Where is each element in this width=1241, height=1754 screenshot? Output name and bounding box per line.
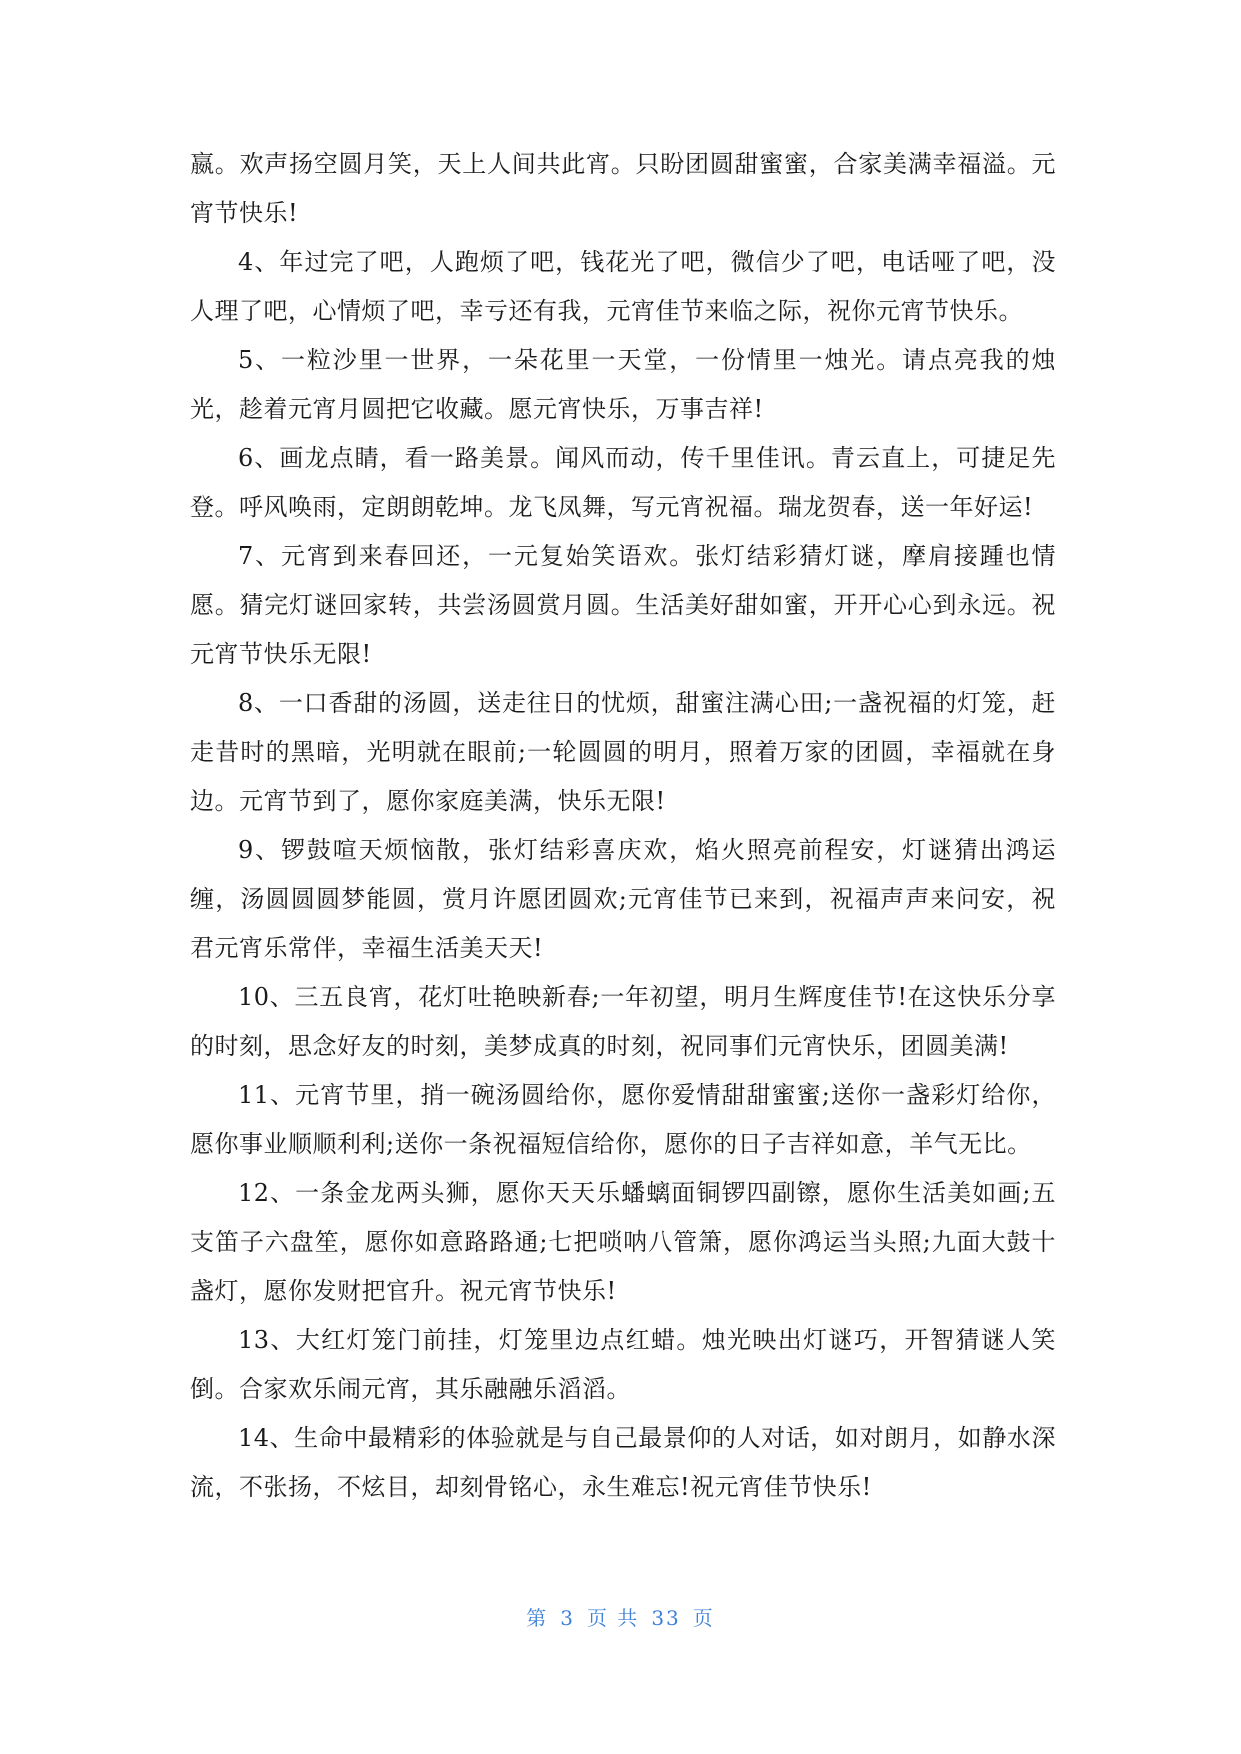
page-footer xyxy=(0,1602,1241,1631)
footer-label-page: 第 xyxy=(526,1606,549,1630)
footer-label-of: 页 共 xyxy=(586,1606,640,1630)
paragraph-item-6: 6、画龙点睛，看一路美景。闻风而动，传千里佳讯。青云直上，可捷足先登。呼风唤雨，定朗朗乾坤。龙飞凤舞，写元宵祝福。瑞龙贺春，送一年好运! xyxy=(190,444,1056,521)
paragraph-item-10: 10、三五良宵，花灯吐艳映新春;一年初望，明月生辉度佳节!在这快乐分享的时刻，思念好友的时刻，美梦成真的时刻，祝同事们元宵快乐，团圆美满! xyxy=(190,983,1056,1060)
footer-label-pages: 页 xyxy=(692,1606,715,1630)
paragraph-item-11: 11、元宵节里，捎一碗汤圆给你，愿你爱情甜甜蜜蜜;送你一盏彩灯给你，愿你事业顺顺利利;送你一条祝福短信给你，愿你的日子吉祥如意，羊气无比。 xyxy=(190,1081,1056,1158)
paragraph-item-13: 13、大红灯笼门前挂，灯笼里边点红蜡。烛光映出灯谜巧，开智猜谜人笑倒。合家欢乐闹元宵，其乐融融乐滔滔。 xyxy=(190,1326,1056,1403)
paragraph-continuation: 嬴。欢声扬空圆月笑，天上人间共此宵。只盼团圆甜蜜蜜，合家美满幸福溢。元宵节快乐! xyxy=(190,150,1056,227)
paragraph-item-7: 7、元宵到来春回还，一元复始笑语欢。张灯结彩猜灯谜，摩肩接踵也情愿。猜完灯谜回家转，共尝汤圆赏月圆。生活美好甜如蜜，开开心心到永远。祝元宵节快乐无限! xyxy=(190,542,1056,668)
paragraph-item-12: 12、一条金龙两头狮，愿你天天乐蟠螭面铜锣四副镲，愿你生活美如画;五支笛子六盘笙，愿你如意路路通;七把唢呐八管箫，愿你鸿运当头照;九面大鼓十盏灯，愿你发财把官升。祝元宵节快乐! xyxy=(190,1179,1056,1305)
total-page-count: 33 xyxy=(651,1606,681,1630)
paragraph-item-14: 14、生命中最精彩的体验就是与自己最景仰的人对话，如对朗月，如静水深流，不张扬，不炫目，却刻骨铭心，永生难忘!祝元宵佳节快乐! xyxy=(190,1424,1056,1501)
paragraph-item-9: 9、锣鼓喧天烦恼散，张灯结彩喜庆欢，焰火照亮前程安，灯谜猜出鸿运缠，汤圆圆圆梦能圆，赏月许愿团圆欢;元宵佳节已来到，祝福声声来问安，祝君元宵乐常伴，幸福生活美天天! xyxy=(190,836,1056,962)
paragraph-item-5: 5、一粒沙里一世界，一朵花里一天堂，一份情里一烛光。请点亮我的烛光，趁着元宵月圆把它收藏。愿元宵快乐，万事吉祥! xyxy=(190,346,1056,423)
paragraph-item-8: 8、一口香甜的汤圆，送走往日的忧烦，甜蜜注满心田;一盏祝福的灯笼，赶走昔时的黑暗，光明就在眼前;一轮圆圆的明月，照着万家的团圆，幸福就在身边。元宵节到了，愿你家庭美满，快乐无限! xyxy=(190,689,1056,815)
paragraph-item-4: 4、年过完了吧，人跑烦了吧，钱花光了吧，微信少了吧，电话哑了吧，没人理了吧，心情烦了吧，幸亏还有我，元宵佳节来临之际，祝你元宵节快乐。 xyxy=(190,248,1056,325)
document-body xyxy=(190,140,1056,1512)
current-page-number: 3 xyxy=(560,1606,575,1630)
